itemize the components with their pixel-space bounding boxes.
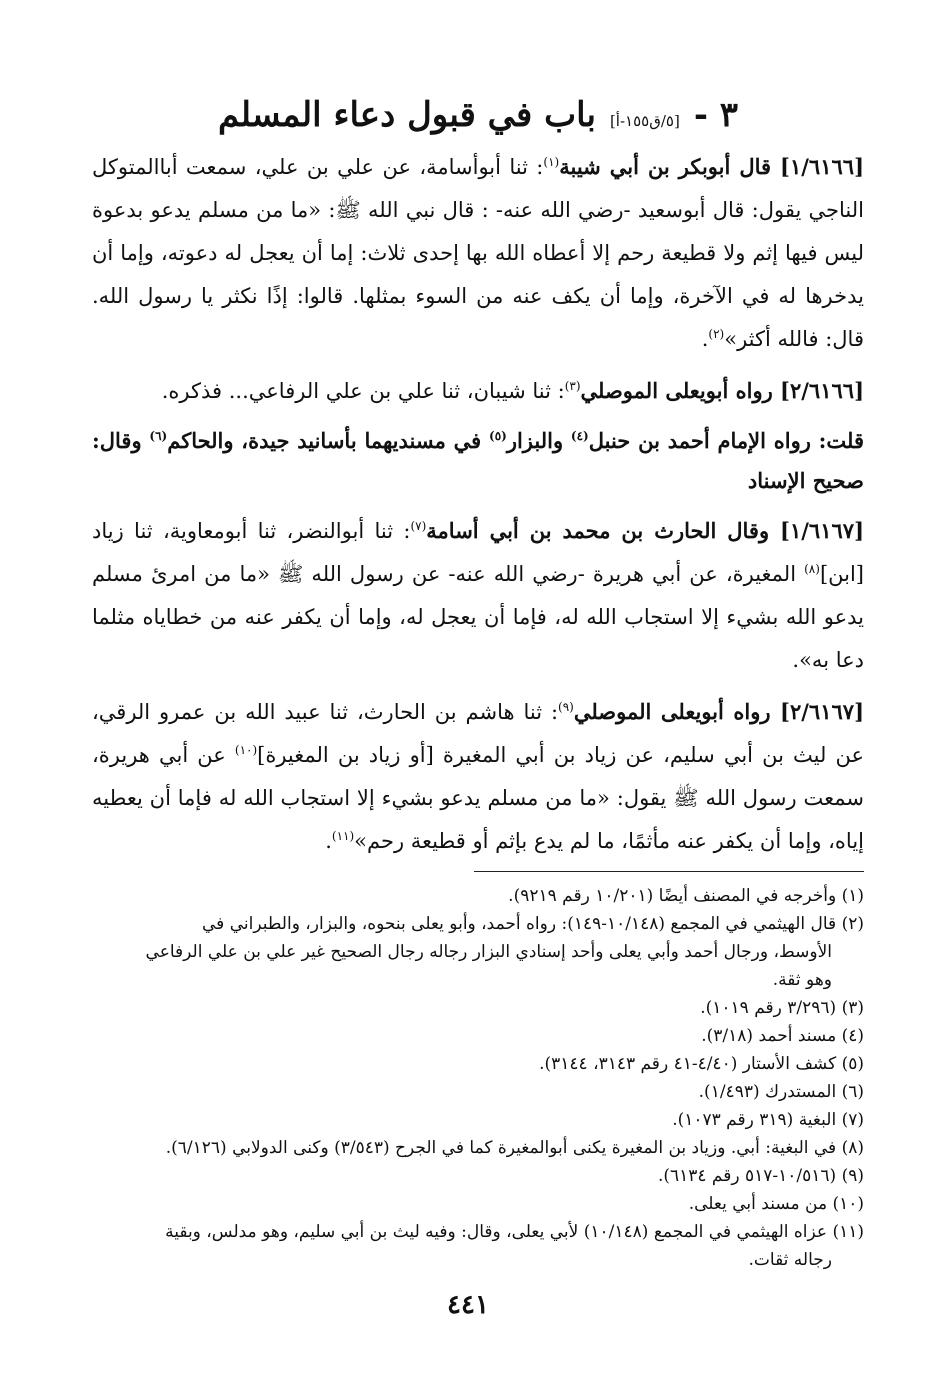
footnote-ref: (٨) [804,562,820,576]
footnote: (١) وأخرجه في المصنف أيضًا (١٠/٢٠١ رقم ٩٢١٩). [508,886,864,906]
footnote-continuation: وهو ثقة. [772,970,832,990]
footnote-ref: (٢) [708,327,725,341]
footnote: (٧) البغية (٣١٩ رقم ١٠٧٣). [672,1110,864,1130]
page-number: ٤٤١ [447,1290,489,1320]
hadith-text: عن أبي هريرة، سمعت رسول الله ﷺ يقول: «ما من مسلم يدعو بشيء إلا استجاب الله له فإما أن يعطيه إياه، وإما أن يكفر عنه مأثمًا، ما لم يدع بإثم أو قطيعة رحم» [92,743,864,853]
comment-text: والبزار [506,428,571,453]
footnote-ref: (٣) [564,379,581,393]
footnote: (٤) مسند أحمد (٣/١٨). [701,1026,864,1046]
footnote: (٣) (٣/٢٩٦ رقم ١٠١٩). [700,998,864,1018]
hadith-end: . [701,327,709,351]
footnote: (٨) في البغية: أبي. وزياد بن المغيرة يكنى أبوالمغيرة كما في الجرح (٣/٥٤٣) وكنى الدولابي (٦/١٢٦). [165,1138,864,1158]
hadith-text: : ثنا أبوالنضر، ثنا أبومعاوية، ثنا زياد [ابن] [92,519,864,586]
footnote-ref: (١) [543,155,560,169]
hadith-paragraph [92,145,864,361]
hadith-paragraph [92,509,864,682]
footnote-continuation: الأوسط، ورجال أحمد وأبي يعلى وأحد إسنادي البزار رجاله رجال الصحيح غير علي بن علي الرفاعي [145,942,832,962]
hadith-text: : ثنا شيبان، ثنا علي بن علي الرفاعي... فذكره. [161,379,565,403]
hadith-label: [١/٦١٦٧] وقال الحارث بن محمد بن أبي أسامة [426,518,864,543]
footnote-divider [474,871,864,872]
footnote: (٩) (١٠/٥١٦-٥١٧ رقم ٦١٣٤). [657,1166,864,1186]
footnote-ref: (٦) [149,429,168,443]
hadith-end: . [325,829,332,853]
footnote: (١٠) من مسند أبي يعلى. [688,1194,864,1214]
comment-lead: قلت: رواه الإمام أحمد بن حنبل [588,428,865,453]
chapter-title: باب في قبول دعاء المسلم [217,95,596,135]
manuscript-reference: [٥/ق١٥٥-أ] [609,112,680,130]
comment-text: في مسنديهما بأسانيد جيدة، والحاكم [167,428,489,453]
hadith-label: [١/٦١٦٦] قال أبوبكر بن أبي شيبة [559,154,864,179]
footnote-ref: (١٠) [234,743,258,757]
footnote: (٥) كشف الأستار (٤/٤٠-٤١ رقم ٣١٤٣، ٣١٤٤). [539,1054,864,1074]
footnotes [92,882,864,1274]
chapter-heading [92,85,864,145]
footnote-ref: (٩) [558,700,574,714]
footnote: (٦) المستدرك (١/٤٩٣). [698,1082,864,1102]
hadith-label: [٢/٦١٦٧] رواه أبويعلى الموصلي [573,699,864,724]
footnote-ref: (٧) [410,519,427,533]
footnote-ref: (٥) [489,429,507,443]
footnote-continuation: رجاله ثقات. [748,1250,832,1270]
author-comment [92,421,864,501]
chapter-number: ٣ - [693,95,739,135]
hadith-text: : ثنا هاشم بن الحارث، ثنا عبيد الله بن عمرو الرقي، عن ليث بن أبي سليم، عن زياد بن أبي المغيرة [أو زياد بن المغيرة] [92,700,864,767]
comment-text: وقال: صحيح الإسناد [92,428,864,493]
hadith-text: المغيرة، عن أبي هريرة -رضي الله عنه- عن رسول الله ﷺ «ما من امرئ مسلم يدعو الله بشيء إلا استجاب الله له، فإما أن يعجل له، وإما أن يكفر عنه من خطاياه مثلما دعا به». [92,562,864,672]
hadith-paragraph [92,369,864,413]
hadith-paragraph [92,690,864,863]
footnote: (١١) عزاه الهيثمي في المجمع (١٠/١٤٨) لأبي يعلى، وقال: وفيه ليث بن أبي سليم، وهو مدلس، وبقية [165,1222,864,1242]
footnote: (٢) قال الهيثمي في المجمع (١٠/١٤٨-١٤٩): رواه أحمد، وأبو يعلى بنحوه، والبزار، والطبراني في [202,914,864,934]
hadith-text: : ثنا أبوأسامة، عن علي بن علي، سمعت أباالمتوكل الناجي يقول: قال أبوسعيد -رضي الله عنه- : قال نبي الله ﷺ: «ما من مسلم يدعو بدعوة ليس فيها إثم ولا قطيعة رحم إلا أعطاه الله بها إحدى ثلاث: إما أن يعجل له دعوته، وإما أن يدخرها له في الآخرة، وإما أن يكف عنه من السوء بمثلها. قالوا: إذًا نكثر يا رسول الله. قال: فالله أكثر» [92,155,864,351]
footnote-ref: (٤) [570,429,589,443]
hadith-label: [٢/٦١٦٦] رواه أبويعلى الموصلي [580,378,864,403]
footnote-ref: (١١) [331,829,355,843]
